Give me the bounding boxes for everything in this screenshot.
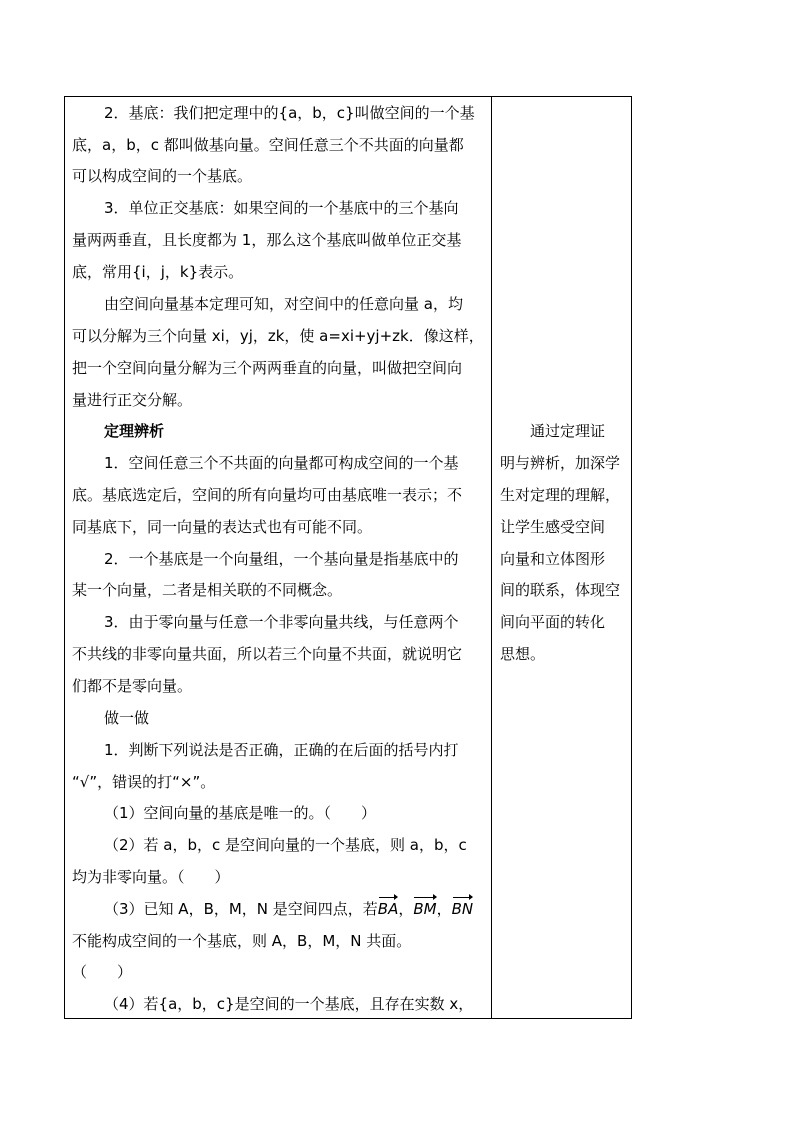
try-label: 做一做 (104, 709, 150, 727)
vector-ba: BA (377, 900, 399, 918)
text-line: 底，常用{i，j，k}表示。 (72, 263, 244, 281)
text-line: 1．空间任意三个不共面的向量都可构成空间的一个基 (104, 454, 459, 472)
text-line: 2．一个基底是一个向量组，一个基向量是指基底中的 (104, 550, 459, 568)
text-line: 由空间向量基本定理可知，对空间中的任意向量 a，均 (104, 295, 463, 313)
text-line: 底，a，b，c 都叫做基向量。空间任意三个不共面的向量都 (72, 136, 464, 154)
question-line: “√”，错误的打“×”。 (72, 773, 216, 791)
text-line: 2．基底：我们把定理中的{a，b，c}叫做空间的一个基 (104, 104, 475, 122)
statement-3-bracket: （ ） (72, 963, 133, 981)
note-line: 生对定理的理解， (500, 486, 621, 504)
note-line: 间的联系，体现空 (500, 581, 621, 599)
note-line: 思想。 (500, 645, 546, 663)
note-line: 让学生感受空间 (500, 518, 606, 536)
note-line: 通过定理证 (530, 422, 606, 440)
statement-4: （4）若{a，b，c}是空间的一个基底，且存在实数 x， (104, 995, 474, 1013)
text-line: 某一个向量，二者是相关联的不同概念。 (72, 581, 343, 599)
text-line: 们都不是零向量。 (72, 677, 193, 695)
statement-3-text: （3）已知 A，B，M，N 是空间四点，若 (104, 900, 378, 918)
statement-2-cont: 均为非零向量。（ ） (72, 868, 230, 886)
note-line: 明与辨析，加深学 (500, 454, 621, 472)
separator: ， (436, 900, 452, 918)
statement-3 (104, 899, 473, 919)
note-line: 向量和立体图形 (500, 550, 606, 568)
text-line: 底。基底选定后，空间的所有向量均可由基底唯一表示；不 (72, 486, 463, 504)
statement-1: （1）空间向量的基底是唯一的。（ ） (104, 804, 377, 822)
section-heading: 定理辨析 (104, 422, 165, 440)
separator: ， (398, 900, 414, 918)
vector-bn: BN (451, 900, 474, 918)
text-line: 可以构成空间的一个基底。 (72, 167, 253, 185)
text-line: 把一个空间向量分解为三个两两垂直的向量，叫做把空间向 (72, 359, 463, 377)
text-line: 量两两垂直，且长度都为 1，那么这个基底叫做单位正交基 (72, 231, 462, 249)
note-line: 间向平面的转化 (500, 613, 606, 631)
text-line: 3．单位正交基底：如果空间的一个基底中的三个基向 (104, 199, 459, 217)
column-divider (491, 96, 492, 1019)
text-line: 量进行正交分解。 (72, 391, 193, 409)
text-line: 可以分解为三个向量 xi，yj，zk，使 a=xi+yj+zk．像这样， (72, 327, 484, 345)
statement-2: （2）若 a，b，c 是空间向量的一个基底，则 a，b，c (104, 836, 467, 854)
question-line: 1．判断下列说法是否正确，正确的在后面的括号内打 (104, 741, 459, 759)
statement-3-cont: 不能构成空间的一个基底，则 A，B，M，N 共面。 (72, 932, 412, 950)
vector-bm: BM (413, 900, 437, 918)
text-line: 不共线的非零向量共面，所以若三个向量不共面，就说明它 (72, 645, 463, 663)
text-line: 3．由于零向量与任意一个非零向量共线，与任意两个 (104, 613, 459, 631)
text-line: 同基底下，同一向量的表达式也有可能不同。 (72, 518, 373, 536)
